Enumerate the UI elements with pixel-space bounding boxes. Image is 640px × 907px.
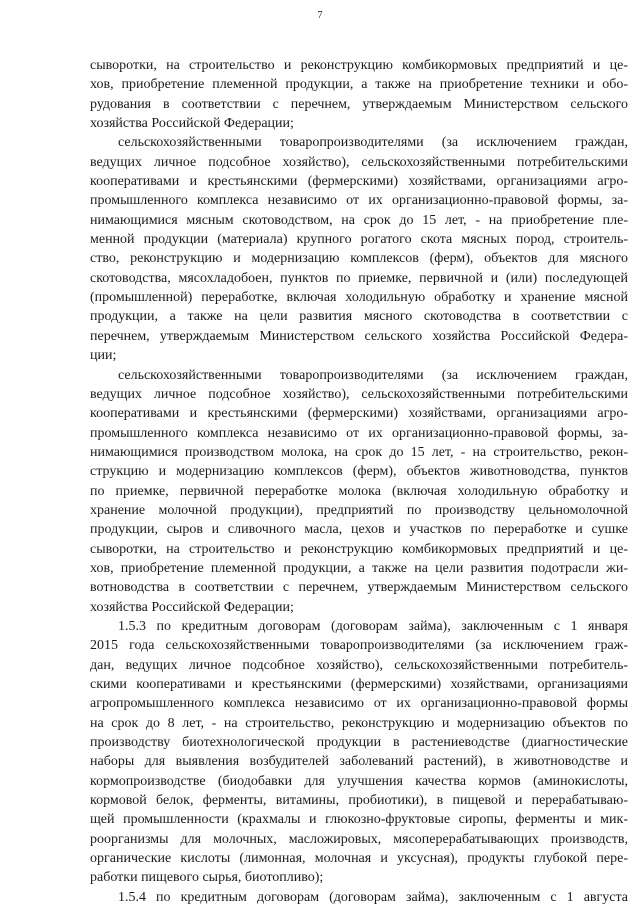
- text-line: по приемке, первичной переработке молока (включая холодильную обработку и: [90, 483, 628, 499]
- text-line: струкцию и модернизацию комплексов (ферм), объектов животноводства, пунктов: [90, 464, 628, 480]
- text-line: роорганизмы для молочных, масложировых, мясоперерабатывающих производств,: [90, 831, 628, 847]
- text-line: 1.5.3 по кредитным договорам (договорам займа), заключенным с 1 января: [118, 618, 628, 634]
- text-line: 2015 года сельскохозяйственными товаропроизводителями (за исключением граж-: [90, 638, 628, 654]
- text-line: сельскохозяйственными товаропроизводителями (за исключением граждан,: [118, 367, 628, 383]
- text-line: работки пищевого сырья, биотопливо);: [90, 870, 324, 886]
- text-line: хов, приобретение племенной продукции, а также на цели развития подотрасли жи-: [90, 560, 628, 576]
- text-line: ведущих личное подсобное хозяйство), сельскохозяйственными потребительскими: [90, 154, 628, 170]
- text-line: промышленного комплекса независимо от их организационно-правовой формы, за-: [90, 425, 628, 441]
- text-line: дан, ведущих личное подсобное хозяйство), сельскохозяйственными потребитель-: [90, 657, 628, 673]
- text-line: перечнем, утверждаемым Министерством сельского хозяйства Российской Федера-: [90, 328, 628, 344]
- text-line: кормопроизводстве (биодобавки для улучшения качества кормов (аминокислоты,: [90, 773, 628, 789]
- text-line: кооперативами и крестьянскими (фермерскими) хозяйствами, организациями агро-: [90, 174, 628, 190]
- text-line: продукции, а также на цели развития мясного скотоводства в соответствии с: [90, 309, 628, 325]
- text-line: кооперативами и крестьянскими (фермерскими) хозяйствами, организациями агро-: [90, 406, 628, 422]
- text-line: на срок до 8 лет, - на строительство, реконструкцию и модернизацию объектов по: [90, 715, 628, 731]
- text-line: промышленного комплекса независимо от их организационно-правовой формы, за-: [90, 193, 628, 209]
- text-line: ведущих личное подсобное хозяйство), сельскохозяйственными потребительскими: [90, 386, 628, 402]
- text-line: вотноводства в соответствии с перечнем, утверждаемым Министерством сельского: [90, 580, 628, 596]
- text-line: скими кооперативами и крестьянскими (фермерскими) хозяйствами, организациями: [90, 677, 628, 692]
- text-line: скотоводства, мясохладобоен, пунктов по приемке, первичной и (или) последующей: [90, 270, 628, 286]
- text-line: сыворотки, на строительство и реконструкцию комбикормовых предприятий и це-: [90, 58, 628, 73]
- text-line: наборы для выявления возбудителей заболеваний растений), в животноводстве и: [90, 754, 628, 770]
- text-line: (промышленной) переработке, включая холодильную обработку и хранение мясной: [90, 290, 628, 306]
- text-line: менной продукции (материала) крупного рогатого скота мясных пород, строитель-: [90, 232, 628, 248]
- text-line: агропромышленного комплекса независимо от их организационно-правовой формы: [90, 696, 628, 712]
- text-line: ство, реконструкцию и модернизацию комплексов (ферм), объектов для мясного: [90, 251, 628, 267]
- text-line: продукции, сыров и сливочного масла, цехов и участков по переработке и сушке: [90, 522, 628, 538]
- text-line: щей промышленности (крахмалы и глюкозно-фруктовые сиропы, ферменты и мик-: [90, 812, 628, 828]
- text-line: сельскохозяйственными товаропроизводителями (за исключением граждан,: [118, 135, 628, 151]
- text-line: хозяйства Российской Федерации;: [90, 599, 294, 615]
- text-line: производству биотехнологической продукции в растениеводстве (диагностические: [90, 735, 628, 751]
- text-line: сыворотки, на строительство и реконструкцию комбикормовых предприятий и це-: [90, 541, 628, 557]
- text-line: рудования в соответствии с перечнем, утверждаемым Министерством сельского: [90, 96, 628, 112]
- text-line: 1.5.4 по кредитным договорам (договорам займа), заключенным с 1 августа: [118, 889, 628, 905]
- text-line: хозяйства Российской Федерации;: [90, 116, 294, 132]
- text-line: органические кислоты (лимонная, молочная и уксусная), продукты глубокой пере-: [90, 851, 628, 867]
- text-line: нимающимися мясным скотоводством, на срок до 15 лет, - на приобретение пле-: [90, 212, 628, 228]
- text-line: кормовой белок, ферменты, витамины, пробиотики), в пищевой и перерабатываю-: [90, 793, 628, 809]
- text-line: ции;: [90, 348, 117, 364]
- text-line: хов, приобретение племенной продукции, а также на приобретение техники и обо-: [90, 77, 628, 93]
- text-line: хранение молочной продукции), предприятий по производству цельномолочной: [90, 502, 628, 518]
- page-number: 7: [317, 10, 323, 21]
- document-body: [90, 56, 628, 907]
- text-line: нимающимися производством молока, на срок до 15 лет, - на строительство, рекон-: [90, 444, 628, 460]
